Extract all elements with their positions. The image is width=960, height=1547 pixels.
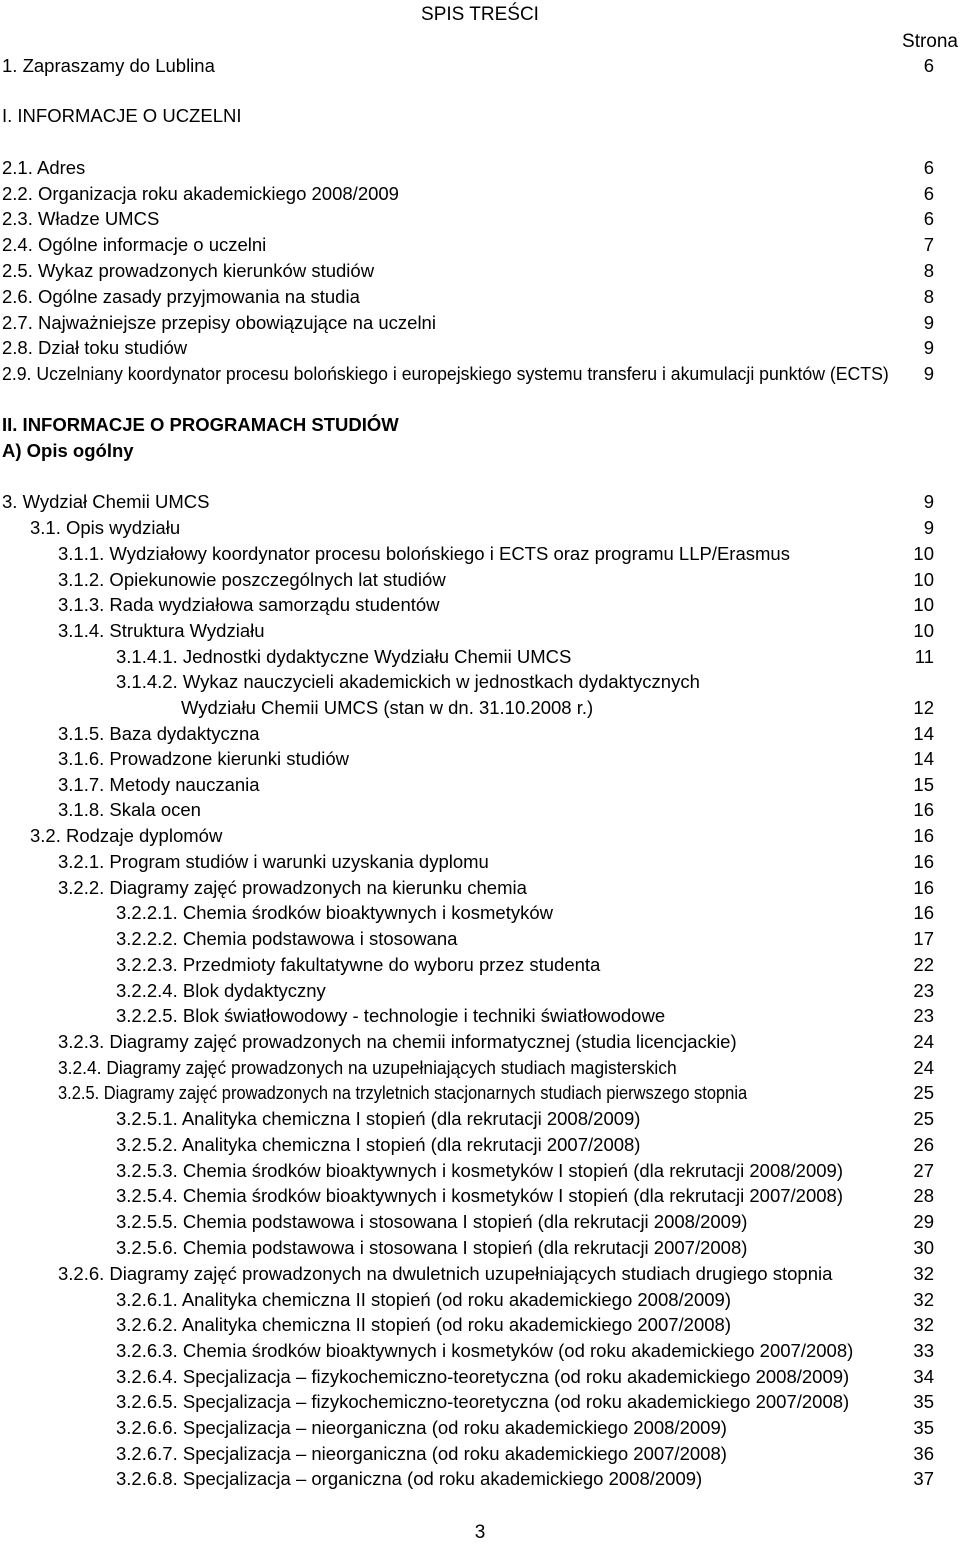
toc-entry-title: 3.2.2. Diagramy zajęć prowadzonych na kierunku chemia [58, 877, 527, 898]
toc-entry [0, 619, 960, 643]
toc-entry [0, 979, 960, 1003]
toc-entry-title: 2.5. Wykaz prowadzonych kierunków studiów [2, 260, 375, 281]
toc-entry-title: 3.2.2.1. Chemia środków bioaktywnych i kosmetyków [116, 902, 553, 923]
toc-entry [0, 362, 960, 386]
toc-entry-title: 3.2.6.3. Chemia środków bioaktywnych i kosmetyków (od roku akademickiego 2007/2008) [116, 1340, 854, 1361]
toc-entry [0, 1365, 960, 1389]
toc-entry [0, 1081, 960, 1105]
toc-entry-title: 3.1.1. Wydziałowy koordynator procesu bolońskiego i ECTS oraz programu LLP/Erasmus [58, 543, 790, 564]
toc-entry-title: 2.3. Władze UMCS [2, 208, 160, 229]
toc-entry [0, 927, 960, 951]
toc-entry [0, 1313, 960, 1337]
toc-entry-page: 16 [913, 902, 934, 923]
toc-entry-title: 3. Wydział Chemii UMCS [2, 491, 210, 512]
toc-entry-page: 32 [913, 1314, 934, 1335]
toc-entry-title: 3.1.2. Opiekunowie poszczególnych lat studiów [58, 569, 446, 590]
toc-entry-title: 3.2.5.2. Analityka chemiczna I stopień (dla rekrutacji 2007/2008) [116, 1134, 641, 1155]
toc-entry-page: 33 [913, 1340, 934, 1361]
toc-entry [0, 207, 960, 231]
section-heading-programy: II. INFORMACJE O PROGRAMACH STUDIÓW [2, 414, 399, 435]
toc-entry [0, 798, 960, 822]
toc-entry [0, 670, 960, 694]
toc-entry-title: 3.2.6.5. Specjalizacja – fizykochemiczno-teoretyczna (od roku akademickiego 2007/2008) [116, 1391, 850, 1412]
toc-entry [0, 901, 960, 925]
toc-entry [0, 593, 960, 617]
toc-entry-page: 6 [923, 55, 934, 76]
toc-entry-page: 9 [923, 312, 934, 333]
toc-entry-title: 3.2.6. Diagramy zajęć prowadzonych na dwuletnich uzupełniających studiach drugiego stopnia [58, 1263, 833, 1284]
page-title: SPIS TREŚCI [421, 4, 539, 25]
toc-entry-page: 24 [913, 1031, 934, 1052]
toc-entry-title: 3.1.4.2. Wykaz nauczycieli akademickich w jednostkach dydaktycznych [116, 671, 700, 692]
toc-entry-title: 3.1.6. Prowadzone kierunki studiów [58, 748, 350, 769]
toc-entry-page: 7 [923, 234, 934, 255]
toc-entry-page: 24 [913, 1057, 934, 1078]
toc-entry [0, 1056, 960, 1080]
toc-entry-title: Wydziału Chemii UMCS (stan w dn. 31.10.2008 r.) [181, 697, 594, 718]
toc-entry-title: 3.2.1. Program studiów i warunki uzyskania dyplomu [58, 851, 489, 872]
toc-entry-page: 9 [923, 363, 934, 384]
toc-entry-page: 14 [913, 723, 934, 744]
toc-entry-title: 3.2.2.5. Blok światłowodowy - technologie i techniki światłowodowe [116, 1005, 666, 1026]
toc-entry [0, 1004, 960, 1028]
toc-entry [0, 747, 960, 771]
toc-entry [0, 490, 960, 514]
toc-entry-page: 8 [923, 260, 934, 281]
toc-entry-page: 6 [923, 208, 934, 229]
toc-entry [0, 696, 960, 720]
toc-entry-title: 3.1.8. Skala ocen [58, 799, 201, 820]
toc-entry-title: 2.2. Organizacja roku akademickiego 2008/2009 [2, 183, 399, 204]
toc-entry-page: 34 [913, 1366, 934, 1387]
toc-entry [0, 1442, 960, 1466]
toc-entry-title: 2.1. Adres [2, 157, 86, 178]
toc-entry-title: 3.2. Rodzaje dyplomów [30, 825, 223, 846]
toc-entry [0, 824, 960, 848]
toc-entry-page: 30 [913, 1237, 934, 1258]
toc-entry-title: 3.2.2.4. Blok dydaktyczny [116, 980, 326, 1001]
page-number: 3 [474, 1522, 486, 1543]
toc-entry-page: 32 [913, 1289, 934, 1310]
toc-entry-page: 16 [913, 825, 934, 846]
toc-entry [0, 773, 960, 797]
toc-entry-title: 3.2.6.7. Specjalizacja – nieorganiczna (od roku akademickiego 2007/2008) [116, 1443, 727, 1464]
toc-entry-title: 3.2.5.6. Chemia podstawowa i stosowana I stopień (dla rekrutacji 2007/2008) [116, 1237, 748, 1258]
toc-entry-page: 11 [914, 646, 934, 667]
toc-entry-page: 26 [913, 1134, 934, 1155]
toc-entry [0, 953, 960, 977]
toc-entry-title: 2.8. Dział toku studiów [2, 337, 188, 358]
toc-entry-title: 3.1.5. Baza dydaktyczna [58, 723, 260, 744]
toc-entry-page: 6 [923, 183, 934, 204]
toc-entry-page: 35 [913, 1417, 934, 1438]
section-heading-uczelnia: I. INFORMACJE O UCZELNI [2, 105, 242, 126]
toc-entry-page: 36 [913, 1443, 934, 1464]
toc-entry-title: 3.1.4.1. Jednostki dydaktyczne Wydziału Chemii UMCS [116, 646, 572, 667]
toc-entry [0, 1339, 960, 1363]
toc-entry-page: 35 [913, 1391, 934, 1412]
toc-entry [0, 1416, 960, 1440]
toc-entry-page: 8 [923, 286, 934, 307]
toc-entry-title: 3.2.6.8. Specjalizacja – organiczna (od roku akademickiego 2008/2009) [116, 1468, 703, 1489]
toc-entry-page: 10 [913, 594, 934, 615]
toc-entry [0, 1467, 960, 1491]
toc-entry [0, 1288, 960, 1312]
toc-entry-title: 3.2.5.5. Chemia podstawowa i stosowana I stopień (dla rekrutacji 2008/2009) [116, 1211, 748, 1232]
toc-entry-title: 3.2.3. Diagramy zajęć prowadzonych na chemii informatycznej (studia licencjackie) [58, 1031, 737, 1052]
toc-entry [0, 645, 960, 669]
toc-entry [0, 1184, 960, 1208]
toc-entry [0, 233, 960, 257]
toc-entry-title: 2.9. Uczelniany koordynator procesu bolońskiego i europejskiego systemu transferu i akumulacji punktów (ECTS) [2, 363, 889, 384]
toc-entry [0, 1030, 960, 1054]
toc-entry-page: 37 [913, 1468, 934, 1489]
toc-entry-title: 3.2.6.6. Specjalizacja – nieorganiczna (od roku akademickiego 2008/2009) [116, 1417, 727, 1438]
toc-entry-page: 23 [913, 1005, 934, 1026]
toc-entry-title: 3.1.4. Struktura Wydziału [58, 620, 265, 641]
toc-entry-page: 28 [913, 1185, 934, 1206]
toc-entry [0, 336, 960, 360]
toc-entry [0, 156, 960, 180]
toc-entry-title: 3.1.3. Rada wydziałowa samorządu studentów [58, 594, 440, 615]
toc-entry [0, 542, 960, 566]
toc-entry [0, 1390, 960, 1414]
toc-entry-title: 3.1. Opis wydziału [30, 517, 181, 538]
toc-entry-title: 3.2.5.3. Chemia środków bioaktywnych i kosmetyków I stopień (dla rekrutacji 2008/2009) [116, 1160, 843, 1181]
toc-entry-page: 10 [913, 620, 934, 641]
toc-entry [0, 1159, 960, 1183]
toc-entry-page: 15 [913, 774, 934, 795]
toc-entry [0, 568, 960, 592]
toc-entry-page: 29 [913, 1211, 934, 1232]
toc-entry-page: 9 [923, 337, 934, 358]
toc-entry [0, 1107, 960, 1131]
toc-entry-page: 22 [913, 954, 934, 975]
toc-entry-page: 9 [923, 517, 934, 538]
toc-entry-page: 17 [913, 928, 934, 949]
toc-entry-page: 16 [913, 877, 934, 898]
subsection-heading-opis-ogolny: A) Opis ogólny [2, 440, 134, 461]
toc-entry-page: 23 [913, 980, 934, 1001]
toc-entry-page: 16 [913, 799, 934, 820]
toc-entry [0, 259, 960, 283]
toc-entry [0, 722, 960, 746]
toc-entry [0, 182, 960, 206]
toc-entry-page: 32 [913, 1263, 934, 1284]
toc-entry-page: 27 [913, 1160, 934, 1181]
toc-entry [0, 54, 960, 78]
toc-entry-page: 25 [913, 1108, 934, 1129]
toc-entry [0, 516, 960, 540]
toc-entry [0, 285, 960, 309]
toc-entry-title: 3.2.5. Diagramy zajęć prowadzonych na trzyletnich stacjonarnych studiach pierwszego stopnia [58, 1082, 748, 1103]
toc-entry-page: 12 [913, 697, 934, 718]
page-column-label: Strona [902, 31, 958, 52]
toc-entry-page: 25 [913, 1082, 934, 1103]
toc-entry-title: 3.2.6.4. Specjalizacja – fizykochemiczno-teoretyczna (od roku akademickiego 2008/2009) [116, 1366, 850, 1387]
toc-entry-title: 3.2.6.1. Analityka chemiczna II stopień (od roku akademickiego 2008/2009) [116, 1289, 731, 1310]
toc-entry-page: 16 [913, 851, 934, 872]
toc-entry [0, 1236, 960, 1260]
toc-entry-title: 2.4. Ogólne informacje o uczelni [2, 234, 267, 255]
toc-entry-title: 1. Zapraszamy do Lublina [2, 55, 215, 76]
toc-entry-title: 3.1.7. Metody nauczania [58, 774, 260, 795]
toc-entry [0, 311, 960, 335]
toc-entry-title: 3.2.2.3. Przedmioty fakultatywne do wyboru przez studenta [116, 954, 601, 975]
toc-entry-page: 10 [913, 543, 934, 564]
toc-entry-title: 3.2.2.2. Chemia podstawowa i stosowana [116, 928, 458, 949]
toc-entry [0, 850, 960, 874]
toc-entry [0, 1262, 960, 1286]
toc-entry-page: 10 [913, 569, 934, 590]
toc-entry [0, 1133, 960, 1157]
toc-entry-page: 6 [923, 157, 934, 178]
toc-entry-title: 3.2.5.4. Chemia środków bioaktywnych i kosmetyków I stopień (dla rekrutacji 2007/2008) [116, 1185, 843, 1206]
toc-entry-title: 3.2.6.2. Analityka chemiczna II stopień (od roku akademickiego 2007/2008) [116, 1314, 731, 1335]
toc-entry-page: 14 [913, 748, 934, 769]
toc-entry-title: 3.2.5.1. Analityka chemiczna I stopień (dla rekrutacji 2008/2009) [116, 1108, 641, 1129]
toc-entry-title: 2.6. Ogólne zasady przyjmowania na studia [2, 286, 360, 307]
toc-entry-page: 9 [923, 491, 934, 512]
toc-entry-title: 3.2.4. Diagramy zajęć prowadzonych na uzupełniających studiach magisterskich [58, 1057, 677, 1078]
toc-entry-title: 2.7. Najważniejsze przepisy obowiązujące na uczelni [2, 312, 436, 333]
toc-entry [0, 876, 960, 900]
toc-entry [0, 1210, 960, 1234]
